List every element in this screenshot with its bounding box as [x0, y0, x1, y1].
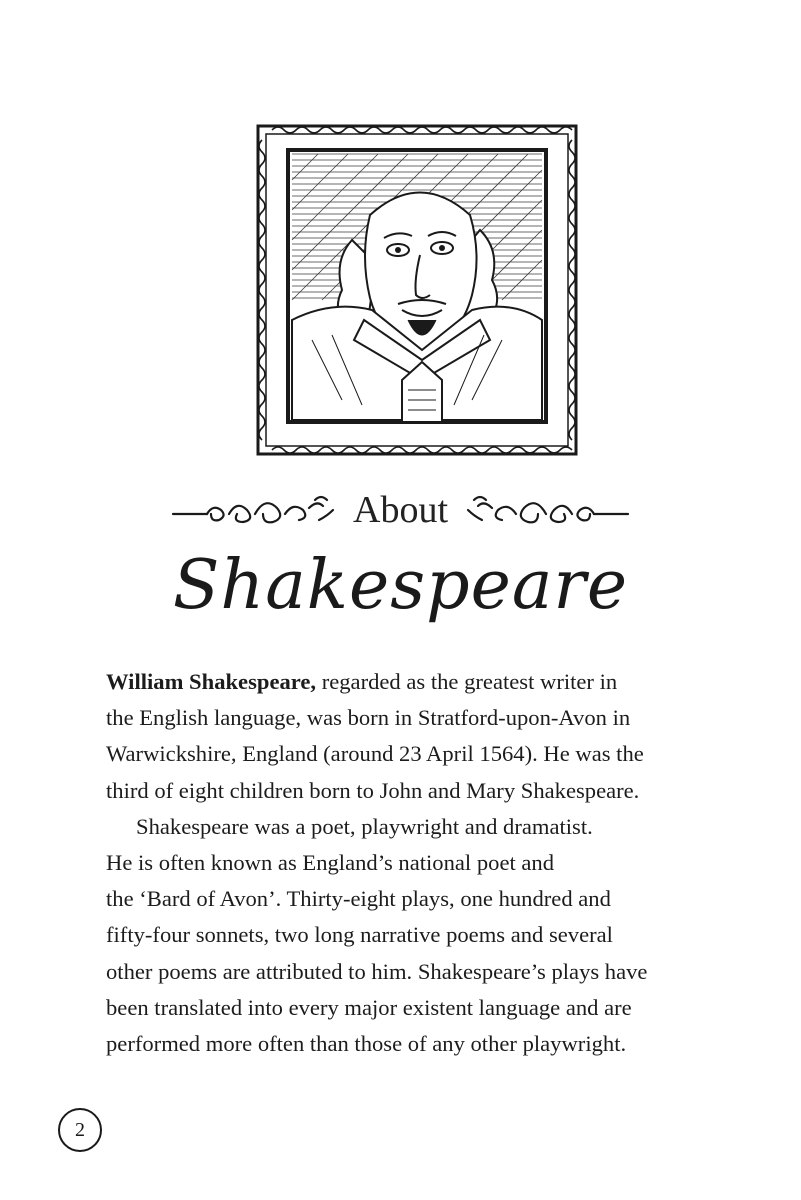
page-number: 2 [58, 1108, 102, 1152]
text-line: fifty-four sonnets, two long narrative poems and several [106, 922, 613, 948]
body-text [106, 664, 726, 1062]
text-line: the English language, was born in Stratford-upon-Avon in [106, 705, 631, 731]
right-flourish-icon [462, 490, 632, 530]
text-line: the ‘Bard of Avon’. Thirty-eight plays, one hundred and [106, 886, 611, 912]
shakespeare-portrait-illustration [252, 120, 582, 460]
paragraph-1 [106, 664, 726, 809]
heading-about-row [0, 485, 801, 535]
text-span: regarded as the greatest writer in [316, 669, 618, 694]
shakespeare-title: Shakespeare [172, 546, 629, 625]
text-line: been translated into every major existent language and are [106, 994, 632, 1020]
left-flourish-icon [169, 490, 339, 530]
text-line: third of eight children born to John and Mary Shakespeare. [106, 777, 640, 803]
text-line [106, 664, 726, 700]
text-line: Warwickshire, England (around 23 April 1564). He was the [106, 741, 644, 767]
text-line: He is often known as England’s national poet and [106, 850, 555, 876]
text-line: Shakespeare was a poet, playwright and dramatist. [136, 813, 593, 839]
paragraph-2 [106, 809, 726, 1062]
bold-name: William Shakespeare, [106, 669, 317, 694]
text-line: other poems are attributed to him. Shakespeare’s plays have [106, 958, 648, 984]
about-heading: About [353, 489, 448, 531]
text-line: performed more often than those of any other playwright. [106, 1031, 627, 1057]
